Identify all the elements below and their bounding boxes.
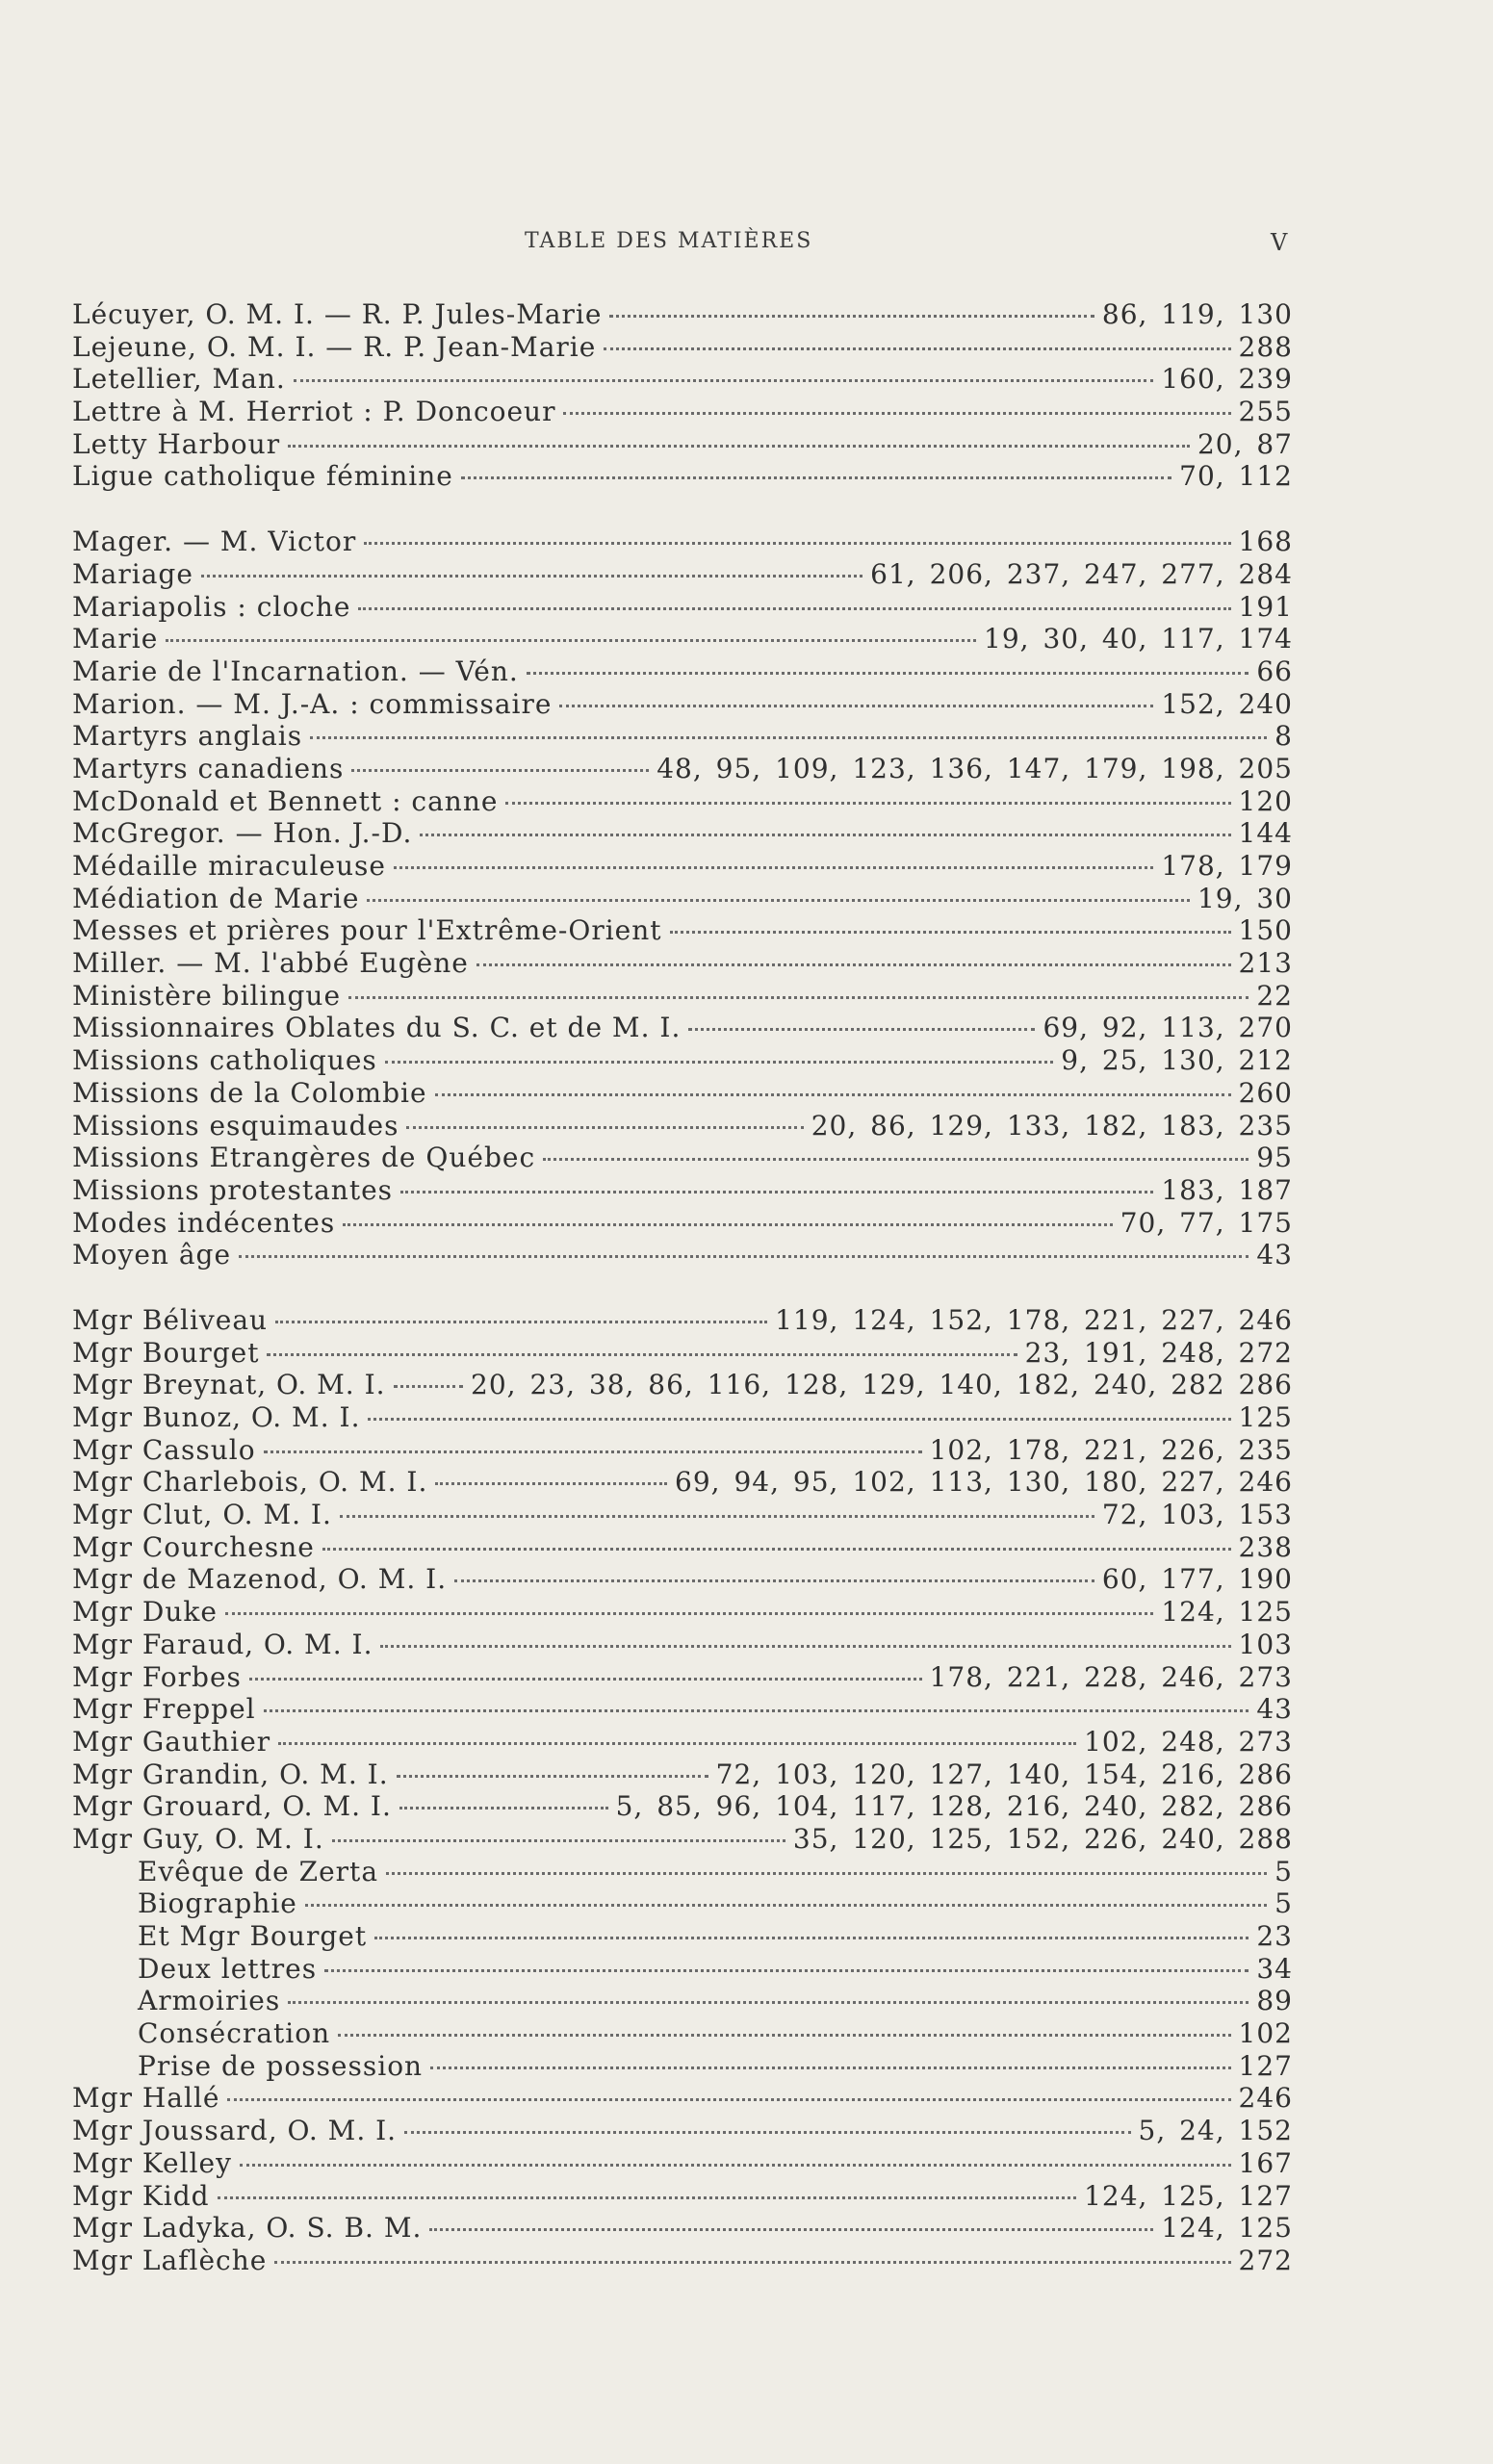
entry-pages: 160, 239 xyxy=(1161,363,1293,396)
dot-leader xyxy=(225,1612,1153,1615)
dot-leader xyxy=(274,2261,1230,2264)
index-subentry xyxy=(72,1985,1293,2017)
dot-leader xyxy=(563,412,1230,415)
dot-leader xyxy=(310,736,1267,739)
index-entry xyxy=(72,1661,1293,1694)
index-entry xyxy=(72,1596,1293,1629)
index-entry xyxy=(72,1174,1293,1207)
index-subentry xyxy=(72,2050,1293,2083)
entry-pages: 20, 86, 129, 133, 182, 183, 235 xyxy=(811,1109,1293,1142)
entry-pages: 89 xyxy=(1256,1985,1293,2017)
index-entry xyxy=(72,1466,1293,1499)
entry-pages: 72, 103, 153 xyxy=(1101,1499,1293,1531)
index-entry xyxy=(72,1790,1293,1823)
dot-leader xyxy=(454,1579,1094,1582)
entry-pages: 238 xyxy=(1238,1530,1293,1563)
entry-pages: 102, 248, 273 xyxy=(1084,1725,1293,1758)
entry-label: Marion. — M. J.-A. : commissaire xyxy=(72,687,553,720)
entry-label: Mgr Freppel xyxy=(72,1693,256,1726)
entry-label: Missions protestantes xyxy=(72,1173,394,1206)
entry-pages: 272 xyxy=(1238,2244,1293,2276)
dot-leader xyxy=(399,1807,608,1810)
dot-leader xyxy=(400,1191,1153,1194)
index-entry xyxy=(72,753,1293,785)
dot-leader xyxy=(527,672,1249,675)
dot-leader xyxy=(559,705,1153,707)
dot-leader xyxy=(406,1126,803,1129)
index-entry xyxy=(72,1369,1293,1401)
entry-pages: 144 xyxy=(1238,817,1293,850)
index-entry xyxy=(72,1758,1293,1791)
entry-label: Mgr Guy, O. M. I. xyxy=(72,1822,324,1855)
entry-pages: 19, 30 xyxy=(1197,882,1293,914)
page-number: V xyxy=(1271,229,1288,256)
dot-leader xyxy=(420,834,1230,836)
entry-pages: 168 xyxy=(1238,526,1293,558)
entry-pages: 213 xyxy=(1238,947,1293,980)
entry-pages: 5 xyxy=(1274,1887,1293,1920)
index-entry xyxy=(72,1207,1293,1240)
entry-label: Mgr Courchesne xyxy=(72,1530,315,1563)
index-entry xyxy=(72,2082,1293,2115)
index-entry xyxy=(72,526,1293,558)
index-subentry xyxy=(72,1856,1293,1888)
entry-pages: 35, 120, 125, 152, 226, 240, 288 xyxy=(792,1822,1293,1855)
index-entry xyxy=(72,688,1293,721)
index-entry xyxy=(72,1077,1293,1110)
entry-label: Letty Harbour xyxy=(72,427,281,460)
index-entry xyxy=(72,1304,1293,1337)
entry-label: Evêque de Zerta xyxy=(138,1855,379,1887)
index-entry xyxy=(72,1629,1293,1661)
entry-label: Mgr Grouard, O. M. I. xyxy=(72,1790,392,1823)
entry-label: Mariapolis : cloche xyxy=(72,590,351,623)
entry-label: Mgr Hallé xyxy=(72,2082,220,2115)
entry-pages: 20, 87 xyxy=(1197,427,1293,460)
dot-leader xyxy=(688,1028,1035,1031)
dot-leader xyxy=(543,1158,1248,1161)
dot-leader xyxy=(240,2164,1231,2167)
index-entry xyxy=(72,720,1293,753)
entry-pages: 61, 206, 237, 247, 277, 284 xyxy=(870,557,1293,590)
entry-pages: 127 xyxy=(1238,2049,1293,2082)
entry-pages: 191 xyxy=(1238,590,1293,623)
entry-label: Modes indécentes xyxy=(72,1206,336,1239)
entry-label: Mgr Laflèche xyxy=(72,2244,268,2276)
index-entry xyxy=(72,1142,1293,1174)
index-entry xyxy=(72,1044,1293,1077)
entry-pages: 95 xyxy=(1256,1142,1293,1174)
index-entry xyxy=(72,1531,1293,1564)
entry-pages: 120 xyxy=(1238,784,1293,817)
entry-pages: 60, 177, 190 xyxy=(1101,1563,1293,1596)
entry-label: Mgr Charlebois, O. M. I. xyxy=(72,1466,428,1499)
index-entry xyxy=(72,655,1293,688)
dot-leader xyxy=(288,445,1190,448)
entry-pages: 124, 125, 127 xyxy=(1084,2179,1293,2212)
entry-label: Deux lettres xyxy=(138,1952,318,1985)
index-entry xyxy=(72,558,1293,591)
entry-label: Miller. — M. l'abbé Eugène xyxy=(72,947,469,980)
entry-label: Mgr Gauthier xyxy=(72,1725,271,1758)
entry-label: Mgr Duke xyxy=(72,1596,218,1629)
entry-pages: 72, 103, 120, 127, 140, 154, 216, 286 xyxy=(715,1758,1293,1790)
entry-label: Et Mgr Bourget xyxy=(138,1920,368,1952)
entry-pages: 119, 124, 152, 178, 221, 227, 246 xyxy=(775,1303,1293,1336)
index-entry xyxy=(72,980,1293,1013)
entry-label: Lécuyer, O. M. I. — R. P. Jules-Marie xyxy=(72,298,603,330)
entry-pages: 178, 179 xyxy=(1161,850,1293,882)
index-entry xyxy=(72,850,1293,883)
dot-leader xyxy=(397,1775,708,1778)
entry-pages: 8 xyxy=(1274,720,1293,753)
entry-label: Letellier, Man. xyxy=(72,363,286,396)
index-entry xyxy=(72,2212,1293,2245)
dot-leader xyxy=(429,2228,1153,2231)
dot-leader xyxy=(239,1255,1248,1258)
index-entry xyxy=(72,396,1293,428)
dot-leader xyxy=(358,607,1230,610)
entry-pages: 125 xyxy=(1238,1401,1293,1433)
entry-label: Mgr Kidd xyxy=(72,2179,210,2212)
entry-pages: 102 xyxy=(1238,2017,1293,2050)
entry-pages: 20, 23, 38, 86, 116, 128, 129, 140, 182, 240, 282 286 xyxy=(471,1369,1293,1401)
entry-label: Mgr Clut, O. M. I. xyxy=(72,1499,332,1531)
entry-label: Missions catholiques xyxy=(72,1044,377,1077)
entry-label: Mgr Grandin, O. M. I. xyxy=(72,1758,389,1790)
entry-label: Martyrs canadiens xyxy=(72,752,345,784)
index-subentry xyxy=(72,1920,1293,1953)
entry-pages: 48, 95, 109, 123, 136, 147, 179, 198, 205 xyxy=(656,752,1293,784)
dot-leader xyxy=(386,1872,1267,1875)
dot-leader xyxy=(430,2066,1230,2069)
index-list xyxy=(72,298,1293,2310)
index-entry xyxy=(72,1499,1293,1531)
entry-pages: 288 xyxy=(1238,330,1293,363)
dot-leader xyxy=(505,802,1230,805)
index-entry xyxy=(72,817,1293,850)
dot-leader xyxy=(394,866,1153,869)
entry-label: Martyrs anglais xyxy=(72,720,303,753)
entry-label: Missions Etrangères de Québec xyxy=(72,1142,536,1174)
entry-pages: 124, 125 xyxy=(1161,2212,1293,2245)
dot-leader xyxy=(338,2034,1230,2037)
entry-label: Lettre à M. Herriot : P. Doncoeur xyxy=(72,396,556,428)
dot-leader xyxy=(348,996,1248,999)
dot-leader xyxy=(324,1969,1248,1972)
dot-leader xyxy=(278,1742,1076,1745)
index-entry xyxy=(72,2180,1293,2213)
entry-label: Ligue catholique féminine xyxy=(72,460,453,493)
entry-pages: 70, 112 xyxy=(1179,460,1293,493)
entry-label: Médiation de Marie xyxy=(72,882,360,914)
entry-label: Mgr Faraud, O. M. I. xyxy=(72,1628,373,1660)
entry-pages: 255 xyxy=(1238,396,1293,428)
entry-pages: 103 xyxy=(1238,1628,1293,1660)
entry-pages: 167 xyxy=(1238,2146,1293,2179)
dot-leader xyxy=(218,2196,1076,2199)
index-entry xyxy=(72,883,1293,915)
entry-label: McGregor. — Hon. J.-D. xyxy=(72,817,413,850)
index-entry xyxy=(72,460,1293,493)
index-entry xyxy=(72,1823,1293,1856)
dot-leader xyxy=(435,1093,1231,1096)
dot-leader xyxy=(404,2131,1130,2134)
dot-leader xyxy=(476,963,1231,966)
entry-pages: 23 xyxy=(1256,1920,1293,1952)
dot-leader xyxy=(394,1385,463,1388)
index-entry xyxy=(72,2147,1293,2180)
entry-label: Médaille miraculeuse xyxy=(72,850,386,882)
entry-label: Marie de l'Incarnation. — Vén. xyxy=(72,654,519,687)
dot-leader xyxy=(374,1937,1248,1939)
entry-pages: 34 xyxy=(1256,1952,1293,1985)
entry-pages: 43 xyxy=(1256,1239,1293,1271)
entry-label: Mgr Kelley xyxy=(72,2146,232,2179)
entry-pages: 183, 187 xyxy=(1161,1173,1293,1206)
dot-leader xyxy=(461,476,1171,479)
index-entry xyxy=(72,331,1293,364)
entry-pages: 5 xyxy=(1274,1855,1293,1887)
index-entry xyxy=(72,785,1293,818)
index-entry xyxy=(72,1693,1293,1726)
dot-leader xyxy=(332,1839,785,1842)
entry-label: Armoiries xyxy=(138,1985,281,2017)
entry-pages: 23, 191, 248, 272 xyxy=(1024,1336,1293,1369)
entry-label: Ministère bilingue xyxy=(72,979,342,1012)
dot-leader xyxy=(322,1548,1231,1551)
index-entry xyxy=(72,947,1293,980)
entry-pages: 150 xyxy=(1238,914,1293,947)
entry-label: Consécration xyxy=(138,2017,331,2050)
dot-leader xyxy=(166,639,976,642)
dot-leader xyxy=(288,2001,1248,2004)
entry-label: Mgr de Mazenod, O. M. I. xyxy=(72,1563,448,1596)
dot-leader xyxy=(264,1709,1249,1712)
index-entry xyxy=(72,298,1293,331)
entry-pages: 5, 24, 152 xyxy=(1138,2115,1293,2147)
index-entry xyxy=(72,2115,1293,2147)
dot-leader xyxy=(368,1418,1230,1421)
dot-leader xyxy=(227,2098,1230,2101)
dot-leader xyxy=(275,1321,767,1323)
entry-pages: 69, 94, 95, 102, 113, 130, 180, 227, 246 xyxy=(675,1466,1293,1499)
dot-leader xyxy=(343,1223,1112,1226)
entry-label: Mager. — M. Victor xyxy=(72,526,357,558)
entry-pages: 178, 221, 228, 246, 273 xyxy=(929,1660,1293,1693)
index-entry xyxy=(72,363,1293,396)
dot-leader xyxy=(670,931,1231,934)
dot-leader xyxy=(201,575,862,578)
index-entry xyxy=(72,1239,1293,1271)
dot-leader xyxy=(367,899,1189,902)
running-title: TABLE DES MATIÈRES xyxy=(525,229,813,253)
index-entry xyxy=(72,1012,1293,1044)
entry-label: Missions esquimaudes xyxy=(72,1109,399,1142)
dot-leader xyxy=(380,1645,1230,1648)
entry-label: Messes et prières pour l'Extrême-Orient xyxy=(72,914,662,947)
entry-pages: 86, 119, 130 xyxy=(1101,298,1293,330)
entry-pages: 9, 25, 130, 212 xyxy=(1061,1044,1293,1077)
index-entry xyxy=(72,1337,1293,1370)
index-entry xyxy=(72,623,1293,655)
entry-label: Mgr Bunoz, O. M. I. xyxy=(72,1401,361,1433)
entry-pages: 22 xyxy=(1256,979,1293,1012)
entry-label: Mgr Forbes xyxy=(72,1660,242,1693)
entry-label: Mgr Ladyka, O. S. B. M. xyxy=(72,2212,423,2245)
entry-pages: 70, 77, 175 xyxy=(1120,1206,1293,1239)
dot-leader xyxy=(249,1678,922,1681)
index-section xyxy=(72,1304,1293,2277)
entry-label: Mariage xyxy=(72,557,193,590)
index-entry xyxy=(72,1726,1293,1758)
entry-pages: 43 xyxy=(1256,1693,1293,1726)
index-subentry xyxy=(72,1887,1293,1920)
entry-pages: 124, 125 xyxy=(1161,1596,1293,1629)
dot-leader xyxy=(364,542,1230,545)
entry-label: Mgr Cassulo xyxy=(72,1433,256,1466)
entry-label: Mgr Breynat, O. M. I. xyxy=(72,1369,386,1401)
dot-leader xyxy=(340,1515,1094,1518)
index-entry xyxy=(72,914,1293,947)
entry-pages: 5, 85, 96, 104, 117, 128, 216, 240, 282, 286 xyxy=(615,1790,1293,1823)
entry-label: Moyen âge xyxy=(72,1239,232,1271)
index-entry xyxy=(72,1110,1293,1142)
entry-label: Lejeune, O. M. I. — R. P. Jean-Marie xyxy=(72,330,597,363)
dot-leader xyxy=(305,1904,1267,1907)
entry-pages: 246 xyxy=(1238,2082,1293,2115)
entry-label: Missions de la Colombie xyxy=(72,1076,427,1109)
dot-leader xyxy=(351,769,649,772)
entry-label: McDonald et Bennett : canne xyxy=(72,784,499,817)
index-entry xyxy=(72,591,1293,624)
entry-pages: 66 xyxy=(1256,654,1293,687)
entry-pages: 260 xyxy=(1238,1076,1293,1109)
index-section xyxy=(72,298,1293,493)
entry-pages: 102, 178, 221, 226, 235 xyxy=(929,1433,1293,1466)
entry-label: Marie xyxy=(72,623,159,655)
index-entry xyxy=(72,1434,1293,1467)
entry-label: Biographie xyxy=(138,1887,297,1920)
dot-leader xyxy=(267,1353,1017,1356)
index-section xyxy=(72,526,1293,1271)
entry-label: Prise de possession xyxy=(138,2049,424,2082)
dot-leader xyxy=(264,1450,922,1453)
entry-label: Missionnaires Oblates du S. C. et de M. I. xyxy=(72,1012,682,1044)
entry-pages: 152, 240 xyxy=(1161,687,1293,720)
index-entry xyxy=(72,1563,1293,1596)
entry-pages: 19, 30, 40, 117, 174 xyxy=(984,623,1293,655)
dot-leader xyxy=(609,315,1094,318)
index-entry xyxy=(72,1401,1293,1434)
running-header xyxy=(0,229,1493,264)
index-subentry xyxy=(72,1953,1293,1986)
index-entry xyxy=(72,2245,1293,2277)
dot-leader xyxy=(435,1482,667,1485)
dot-leader xyxy=(294,379,1153,382)
entry-label: Mgr Joussard, O. M. I. xyxy=(72,2115,398,2147)
entry-pages: 69, 92, 113, 270 xyxy=(1043,1012,1293,1044)
dot-leader xyxy=(604,347,1230,350)
index-entry xyxy=(72,428,1293,461)
entry-label: Mgr Bourget xyxy=(72,1336,260,1369)
dot-leader xyxy=(385,1061,1053,1064)
index-subentry xyxy=(72,2017,1293,2050)
entry-label: Mgr Béliveau xyxy=(72,1303,269,1336)
